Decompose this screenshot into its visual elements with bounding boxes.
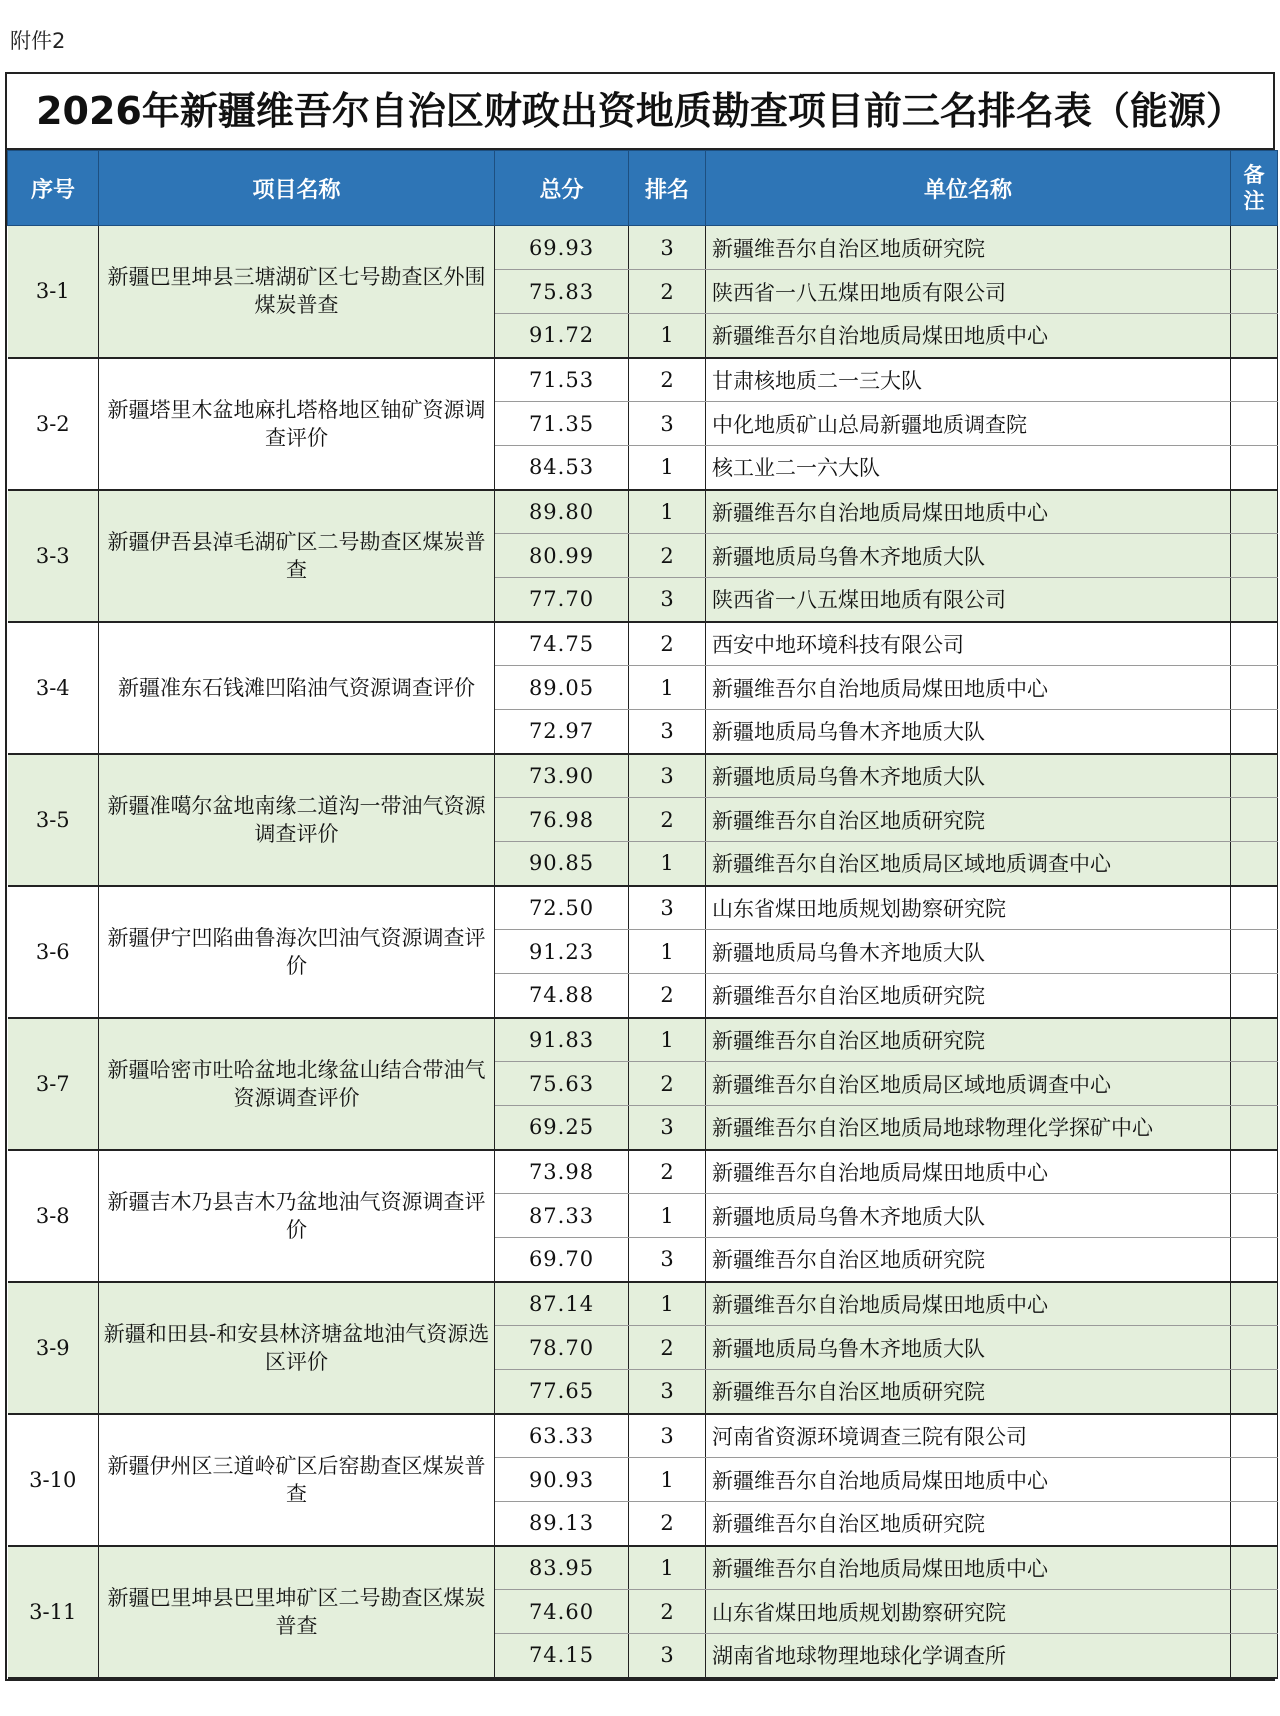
- project-group: [8, 1546, 1278, 1678]
- note-cell: [1231, 1106, 1278, 1150]
- header-note: 备 注: [1231, 151, 1278, 226]
- rank-value: 1: [629, 930, 706, 974]
- rank-value: 2: [629, 798, 706, 842]
- project-name: 新疆哈密市吐哈盆地北缘盆山结合带油气资源调查评价: [99, 1018, 495, 1150]
- unit-name: 新疆维吾尔自治区地质研究院: [706, 974, 1231, 1018]
- rank-value: 3: [629, 754, 706, 798]
- table-row: [8, 754, 1278, 798]
- total-score: 89.80: [495, 490, 629, 534]
- project-group: [8, 490, 1278, 622]
- note-cell: [1231, 1634, 1278, 1678]
- project-group: [8, 622, 1278, 754]
- unit-name: 新疆维吾尔自治区地质局地球物理化学探矿中心: [706, 1106, 1231, 1150]
- note-cell: [1231, 226, 1278, 270]
- total-score: 89.05: [495, 666, 629, 710]
- total-score: 77.65: [495, 1370, 629, 1414]
- project-seq: 3-10: [8, 1414, 99, 1546]
- project-name: 新疆伊宁凹陷曲鲁海次凹油气资源调查评价: [99, 886, 495, 1018]
- unit-name: 新疆维吾尔自治区地质研究院: [706, 226, 1231, 270]
- unit-name: 新疆维吾尔自治区地质研究院: [706, 1018, 1231, 1062]
- total-score: 78.70: [495, 1326, 629, 1370]
- table-row: [8, 1282, 1278, 1326]
- rank-value: 3: [629, 578, 706, 622]
- note-cell: [1231, 1502, 1278, 1546]
- project-name: 新疆伊吾县淖毛湖矿区二号勘查区煤炭普查: [99, 490, 495, 622]
- rank-value: 1: [629, 1458, 706, 1502]
- note-cell: [1231, 1546, 1278, 1590]
- total-score: 83.95: [495, 1546, 629, 1590]
- total-score: 90.85: [495, 842, 629, 886]
- unit-name: 陕西省一八五煤田地质有限公司: [706, 578, 1231, 622]
- rank-value: 3: [629, 1106, 706, 1150]
- note-cell: [1231, 754, 1278, 798]
- unit-name: 新疆维吾尔自治地质局煤田地质中心: [706, 314, 1231, 358]
- rank-value: 3: [629, 886, 706, 930]
- table-row: [8, 1150, 1278, 1194]
- unit-name: 新疆地质局乌鲁木齐地质大队: [706, 754, 1231, 798]
- rank-value: 2: [629, 270, 706, 314]
- note-cell: [1231, 270, 1278, 314]
- header-row: [8, 151, 1278, 226]
- note-cell: [1231, 798, 1278, 842]
- total-score: 69.93: [495, 226, 629, 270]
- project-name: 新疆准东石钱滩凹陷油气资源调查评价: [99, 622, 495, 754]
- total-score: 75.63: [495, 1062, 629, 1106]
- rank-value: 2: [629, 534, 706, 578]
- project-seq: 3-3: [8, 490, 99, 622]
- project-seq: 3-8: [8, 1150, 99, 1282]
- attachment-label: 附件2: [10, 29, 66, 53]
- project-name: 新疆和田县-和安县林济塘盆地油气资源选区评价: [99, 1282, 495, 1414]
- total-score: 76.98: [495, 798, 629, 842]
- total-score: 90.93: [495, 1458, 629, 1502]
- unit-name: 新疆维吾尔自治区地质研究院: [706, 798, 1231, 842]
- total-score: 74.88: [495, 974, 629, 1018]
- unit-name: 甘肃核地质二一三大队: [706, 358, 1231, 402]
- note-cell: [1231, 710, 1278, 754]
- project-group: [8, 226, 1278, 358]
- project-group: [8, 1150, 1278, 1282]
- unit-name: 新疆维吾尔自治地质局煤田地质中心: [706, 1282, 1231, 1326]
- total-score: 74.75: [495, 622, 629, 666]
- unit-name: 新疆维吾尔自治地质局煤田地质中心: [706, 1458, 1231, 1502]
- total-score: 89.13: [495, 1502, 629, 1546]
- total-score: 73.98: [495, 1150, 629, 1194]
- total-score: 63.33: [495, 1414, 629, 1458]
- rank-value: 1: [629, 1282, 706, 1326]
- table-row: [8, 358, 1278, 402]
- unit-name: 新疆维吾尔自治地质局煤田地质中心: [706, 490, 1231, 534]
- page-title: 2026年新疆维吾尔自治区财政出资地质勘查项目前三名排名表（能源）: [7, 74, 1273, 150]
- total-score: 80.99: [495, 534, 629, 578]
- unit-name: 陕西省一八五煤田地质有限公司: [706, 270, 1231, 314]
- rank-value: 2: [629, 1150, 706, 1194]
- total-score: 77.70: [495, 578, 629, 622]
- note-cell: [1231, 1150, 1278, 1194]
- project-name: 新疆巴里坤县三塘湖矿区七号勘查区外围煤炭普查: [99, 226, 495, 358]
- rank-value: 2: [629, 1326, 706, 1370]
- rank-value: 3: [629, 1634, 706, 1678]
- table-row: [8, 226, 1278, 270]
- rank-value: 3: [629, 226, 706, 270]
- note-cell: [1231, 1018, 1278, 1062]
- note-cell: [1231, 1062, 1278, 1106]
- unit-name: 新疆维吾尔自治区地质局区域地质调查中心: [706, 1062, 1231, 1106]
- project-seq: 3-11: [8, 1546, 99, 1678]
- total-score: 74.15: [495, 1634, 629, 1678]
- total-score: 87.14: [495, 1282, 629, 1326]
- note-cell: [1231, 1238, 1278, 1282]
- unit-name: 新疆地质局乌鲁木齐地质大队: [706, 1194, 1231, 1238]
- total-score: 72.50: [495, 886, 629, 930]
- table-row: [8, 1546, 1278, 1590]
- note-cell: [1231, 490, 1278, 534]
- project-seq: 3-4: [8, 622, 99, 754]
- rank-value: 1: [629, 1546, 706, 1590]
- ranking-sheet: [5, 72, 1275, 1681]
- project-name: 新疆塔里木盆地麻扎塔格地区铀矿资源调查评价: [99, 358, 495, 490]
- total-score: 72.97: [495, 710, 629, 754]
- rank-value: 1: [629, 314, 706, 358]
- note-cell: [1231, 1326, 1278, 1370]
- total-score: 69.25: [495, 1106, 629, 1150]
- header-unit-name: 单位名称: [706, 151, 1231, 226]
- rank-value: 3: [629, 1414, 706, 1458]
- unit-name: 湖南省地球物理地球化学调查所: [706, 1634, 1231, 1678]
- note-cell: [1231, 314, 1278, 358]
- total-score: 69.70: [495, 1238, 629, 1282]
- project-group: [8, 886, 1278, 1018]
- note-cell: [1231, 1194, 1278, 1238]
- rank-value: 2: [629, 1590, 706, 1634]
- unit-name: 新疆维吾尔自治地质局煤田地质中心: [706, 1546, 1231, 1590]
- note-cell: [1231, 1458, 1278, 1502]
- unit-name: 新疆地质局乌鲁木齐地质大队: [706, 534, 1231, 578]
- header-total-score: 总分: [495, 151, 629, 226]
- table-row: [8, 886, 1278, 930]
- note-cell: [1231, 1414, 1278, 1458]
- rank-value: 2: [629, 1502, 706, 1546]
- unit-name: 新疆地质局乌鲁木齐地质大队: [706, 1326, 1231, 1370]
- total-score: 71.53: [495, 358, 629, 402]
- project-name: 新疆巴里坤县巴里坤矿区二号勘查区煤炭普查: [99, 1546, 495, 1678]
- project-group: [8, 754, 1278, 886]
- unit-name: 山东省煤田地质规划勘察研究院: [706, 1590, 1231, 1634]
- unit-name: 新疆维吾尔自治区地质研究院: [706, 1502, 1231, 1546]
- total-score: 91.23: [495, 930, 629, 974]
- note-cell: [1231, 402, 1278, 446]
- note-cell: [1231, 666, 1278, 710]
- header-project-name: 项目名称: [99, 151, 495, 226]
- rank-value: 3: [629, 402, 706, 446]
- rank-value: 1: [629, 1018, 706, 1062]
- project-seq: 3-5: [8, 754, 99, 886]
- table-row: [8, 490, 1278, 534]
- note-cell: [1231, 842, 1278, 886]
- project-seq: 3-2: [8, 358, 99, 490]
- unit-name: 新疆地质局乌鲁木齐地质大队: [706, 930, 1231, 974]
- note-cell: [1231, 358, 1278, 402]
- project-group: [8, 1282, 1278, 1414]
- note-cell: [1231, 578, 1278, 622]
- table-row: [8, 1414, 1278, 1458]
- total-score: 73.90: [495, 754, 629, 798]
- table-row: [8, 622, 1278, 666]
- rank-value: 1: [629, 490, 706, 534]
- rank-value: 2: [629, 622, 706, 666]
- note-cell: [1231, 1370, 1278, 1414]
- note-cell: [1231, 446, 1278, 490]
- rank-value: 2: [629, 974, 706, 1018]
- total-score: 74.60: [495, 1590, 629, 1634]
- note-cell: [1231, 1590, 1278, 1634]
- project-seq: 3-1: [8, 226, 99, 358]
- note-cell: [1231, 886, 1278, 930]
- note-cell: [1231, 930, 1278, 974]
- total-score: 71.35: [495, 402, 629, 446]
- unit-name: 山东省煤田地质规划勘察研究院: [706, 886, 1231, 930]
- unit-name: 新疆地质局乌鲁木齐地质大队: [706, 710, 1231, 754]
- rank-value: 3: [629, 1370, 706, 1414]
- header-rank: 排名: [629, 151, 706, 226]
- rank-value: 3: [629, 710, 706, 754]
- unit-name: 河南省资源环境调查三院有限公司: [706, 1414, 1231, 1458]
- rank-value: 1: [629, 666, 706, 710]
- unit-name: 核工业二一六大队: [706, 446, 1231, 490]
- unit-name: 中化地质矿山总局新疆地质调查院: [706, 402, 1231, 446]
- rank-value: 2: [629, 1062, 706, 1106]
- project-group: [8, 358, 1278, 490]
- unit-name: 新疆维吾尔自治地质局煤田地质中心: [706, 1150, 1231, 1194]
- rank-value: 1: [629, 1194, 706, 1238]
- total-score: 87.33: [495, 1194, 629, 1238]
- rank-value: 3: [629, 1238, 706, 1282]
- project-group: [8, 1018, 1278, 1150]
- project-seq: 3-9: [8, 1282, 99, 1414]
- unit-name: 新疆维吾尔自治区地质局区域地质调查中心: [706, 842, 1231, 886]
- header-seq: 序号: [8, 151, 99, 226]
- total-score: 91.83: [495, 1018, 629, 1062]
- project-seq: 3-7: [8, 1018, 99, 1150]
- unit-name: 新疆维吾尔自治区地质研究院: [706, 1370, 1231, 1414]
- note-cell: [1231, 974, 1278, 1018]
- project-name: 新疆吉木乃县吉木乃盆地油气资源调查评价: [99, 1150, 495, 1282]
- total-score: 84.53: [495, 446, 629, 490]
- table-row: [8, 1018, 1278, 1062]
- unit-name: 新疆维吾尔自治区地质研究院: [706, 1238, 1231, 1282]
- project-name: 新疆伊州区三道岭矿区后窑勘查区煤炭普查: [99, 1414, 495, 1546]
- project-group: [8, 1414, 1278, 1546]
- rank-value: 1: [629, 842, 706, 886]
- unit-name: 西安中地环境科技有限公司: [706, 622, 1231, 666]
- project-name: 新疆准噶尔盆地南缘二道沟一带油气资源 调查评价: [99, 754, 495, 886]
- ranking-table: [7, 150, 1278, 1679]
- note-cell: [1231, 622, 1278, 666]
- total-score: 75.83: [495, 270, 629, 314]
- rank-value: 2: [629, 358, 706, 402]
- note-cell: [1231, 534, 1278, 578]
- note-cell: [1231, 1282, 1278, 1326]
- rank-value: 1: [629, 446, 706, 490]
- unit-name: 新疆维吾尔自治地质局煤田地质中心: [706, 666, 1231, 710]
- project-seq: 3-6: [8, 886, 99, 1018]
- total-score: 91.72: [495, 314, 629, 358]
